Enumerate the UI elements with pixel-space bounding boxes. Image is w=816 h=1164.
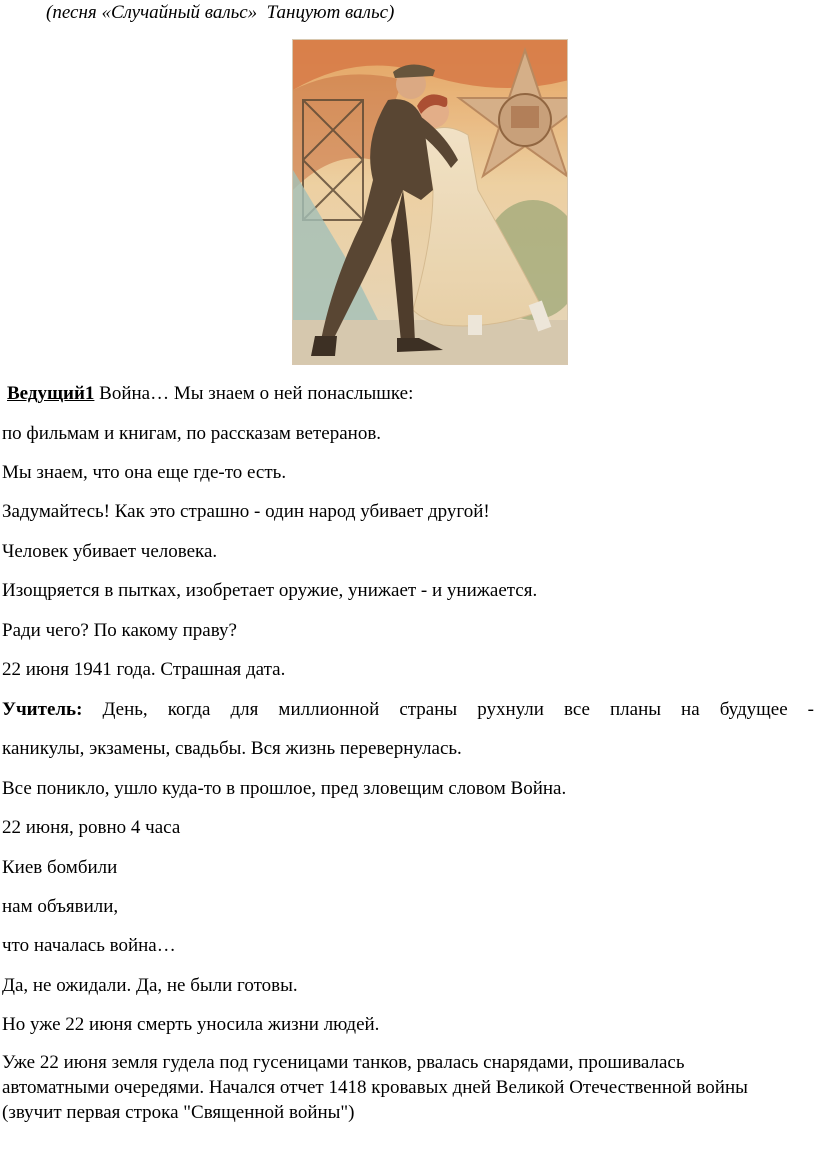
waltz-photo — [292, 39, 568, 365]
text-line: Ради чего? По какому праву? — [2, 620, 237, 641]
text-line: Киев бомбили — [2, 857, 118, 878]
line-text: Война… Мы знаем о ней понаслышке: — [94, 383, 414, 404]
text-line: что началась война… — [2, 935, 176, 956]
text-line: Изощряется в пытках, изобретает оружие, унижает - и унижается. — [2, 580, 538, 601]
line-presenter1 — [2, 382, 413, 406]
speaker-teacher: Учитель: — [2, 699, 83, 720]
speaker-presenter1: Ведущий1 — [7, 383, 95, 404]
text-line: 22 июня, ровно 4 часа — [2, 817, 181, 838]
text-line: Задумайтесь! Как это страшно - один народ убивает другой! — [2, 501, 490, 522]
text-line: по фильмам и книгам, по рассказам ветеранов. — [2, 423, 382, 444]
text-line: Все поникло, ушло куда-то в прошлое, пред зловещим словом Война. — [2, 778, 567, 799]
text-line: нам объявили, — [2, 896, 119, 917]
text-line: Да, не ожидали. Да, не были готовы. — [2, 975, 298, 996]
text-line: Человек убивает человека. — [2, 541, 218, 562]
waltz-photo-illustration — [293, 40, 568, 365]
text-line: каникулы, экзамены, свадьбы. Вся жизнь перевернулась. — [2, 738, 462, 759]
text-line: Но уже 22 июня смерть уносила жизни людей. — [2, 1014, 380, 1035]
line-teacher — [2, 698, 814, 722]
text-line: 22 июня 1941 года. Страшная дата. — [2, 659, 286, 680]
text-line: Мы знаем, что она еще где-то есть. — [2, 462, 287, 483]
song-caption: (песня «Случайный вальс» Танцуют вальс) — [46, 2, 395, 23]
closing-paragraph: Уже 22 июня земля гудела под гусеницами танков, рвалась снарядами, прошивалась автоматными очередями. Начался отчет 1418 кровавых дней Великой Отечественной войны (звучит первая строка "Священной войны") — [2, 1052, 748, 1123]
line-text: День, когда для миллионной страны рухнули все планы на будущее - — [82, 699, 814, 720]
